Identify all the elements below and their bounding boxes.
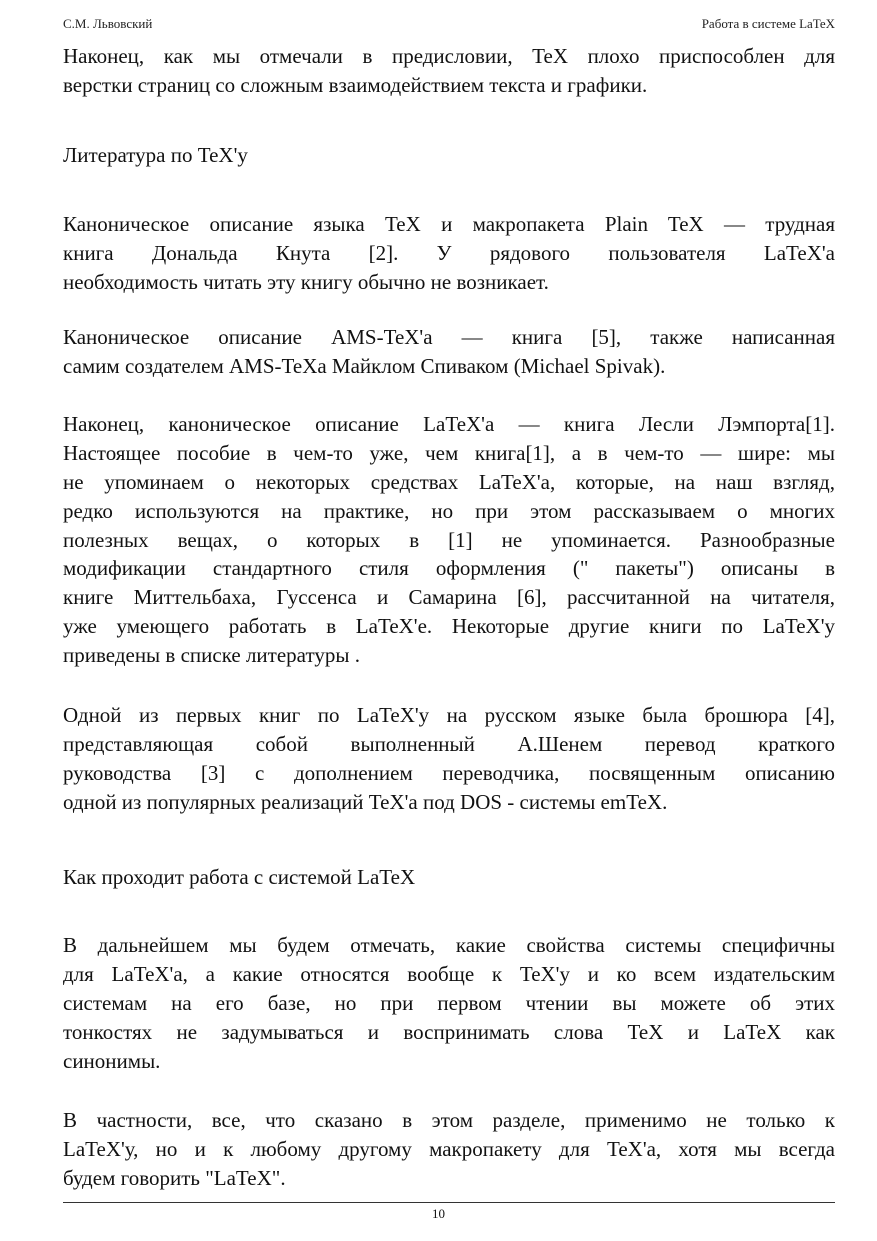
text-line: тонкостях не задумываться и воспринимать слова TeX и LaTeX как bbox=[63, 1019, 835, 1044]
text-line: Наконец, каноническое описание LaTeX'а — книга Лесли Лэмпорта[1]. bbox=[63, 412, 835, 436]
paragraph bbox=[63, 42, 835, 100]
text-line: полезных вещах, о которых в [1] не упоминается. Разнообразные bbox=[63, 527, 835, 552]
text-line: не упоминаем о некоторых средствах LaTeX'а, которые, на наш взгляд, bbox=[63, 469, 835, 494]
text-line: В дальнейшем мы будем отмечать, какие свойства системы специфичны bbox=[63, 933, 835, 957]
text-line: представляющая собой выполненный А.Шенем перевод краткого bbox=[63, 731, 835, 756]
section-heading: Как проходит работа с системой LaTeX bbox=[63, 865, 416, 889]
section-heading: Литература по TeX'у bbox=[63, 143, 248, 167]
paragraph bbox=[63, 410, 835, 670]
page-number: 10 bbox=[432, 1206, 445, 1221]
paragraph bbox=[63, 210, 835, 297]
text-line: Одной из первых книг по LaTeX'у на русском языке была брошюра [4], bbox=[63, 703, 835, 727]
text-line: синонимы. bbox=[63, 1048, 161, 1073]
paragraph bbox=[63, 1106, 835, 1193]
paragraph bbox=[63, 323, 835, 381]
text-line: будем говорить "LaTeX". bbox=[63, 1165, 286, 1190]
paragraph bbox=[63, 931, 835, 1075]
text-line: В частности, все, что сказано в этом разделе, применимо не только к bbox=[63, 1108, 835, 1132]
text-line: руководства [3] с дополнением переводчика, посвященным описанию bbox=[63, 760, 835, 785]
text-line: Каноническое описание AMS-TeX'а — книга [5], также написанная bbox=[63, 325, 835, 349]
text-line: для LaTeX'а, а какие относятся вообще к TeX'у и ко всем издательским bbox=[63, 961, 835, 986]
text-line: LaTeX'у, но и к любому другому макропакету для TeX'а, хотя мы всегда bbox=[63, 1136, 835, 1161]
text-line: модификации стандартного стиля оформления (" пакеты") описаны в bbox=[63, 556, 835, 581]
text-line: Каноническое описание языка TeX и макропакета Plain TeX — трудная bbox=[63, 212, 835, 236]
text-line: приведены в списке литературы . bbox=[63, 643, 360, 668]
text-line: уже умеющего работать в LaTeX'е. Некоторые другие книги по LaTeX'у bbox=[63, 614, 835, 639]
text-line: редко используются на практике, но при этом рассказываем о многих bbox=[63, 498, 835, 523]
text-line: книге Миттельбаха, Гуссенса и Самарина [6], рассчитанной на читателя, bbox=[63, 585, 835, 610]
text-line: необходимость читать эту книгу обычно не возникает. bbox=[63, 269, 549, 294]
text-line: системам на его базе, но при первом чтении вы можете об этих bbox=[63, 990, 835, 1015]
footer-rule bbox=[63, 1202, 835, 1203]
text-line: Наконец, как мы отмечали в предисловии, TeX плохо приспособлен для bbox=[63, 44, 835, 68]
text-line: самим создателем AMS-TeXа Майклом Спиваком (Michael Spivak). bbox=[63, 353, 666, 378]
text-line: книга Дональда Кнута [2]. У рядового пользователя LaTeX'а bbox=[63, 240, 835, 265]
paragraph bbox=[63, 701, 835, 817]
running-header-title: Работа в системе LaTeX bbox=[701, 16, 835, 31]
text-line: верстки страниц со сложным взаимодействием текста и графики. bbox=[63, 72, 648, 97]
running-header-author: С.М. Львовский bbox=[63, 16, 153, 31]
text-line: Настоящее пособие в чем-то уже, чем книга[1], а в чем-то — шире: мы bbox=[63, 440, 835, 465]
text-line: одной из популярных реализаций TeX'а под DOS - системы emTeX. bbox=[63, 789, 668, 814]
